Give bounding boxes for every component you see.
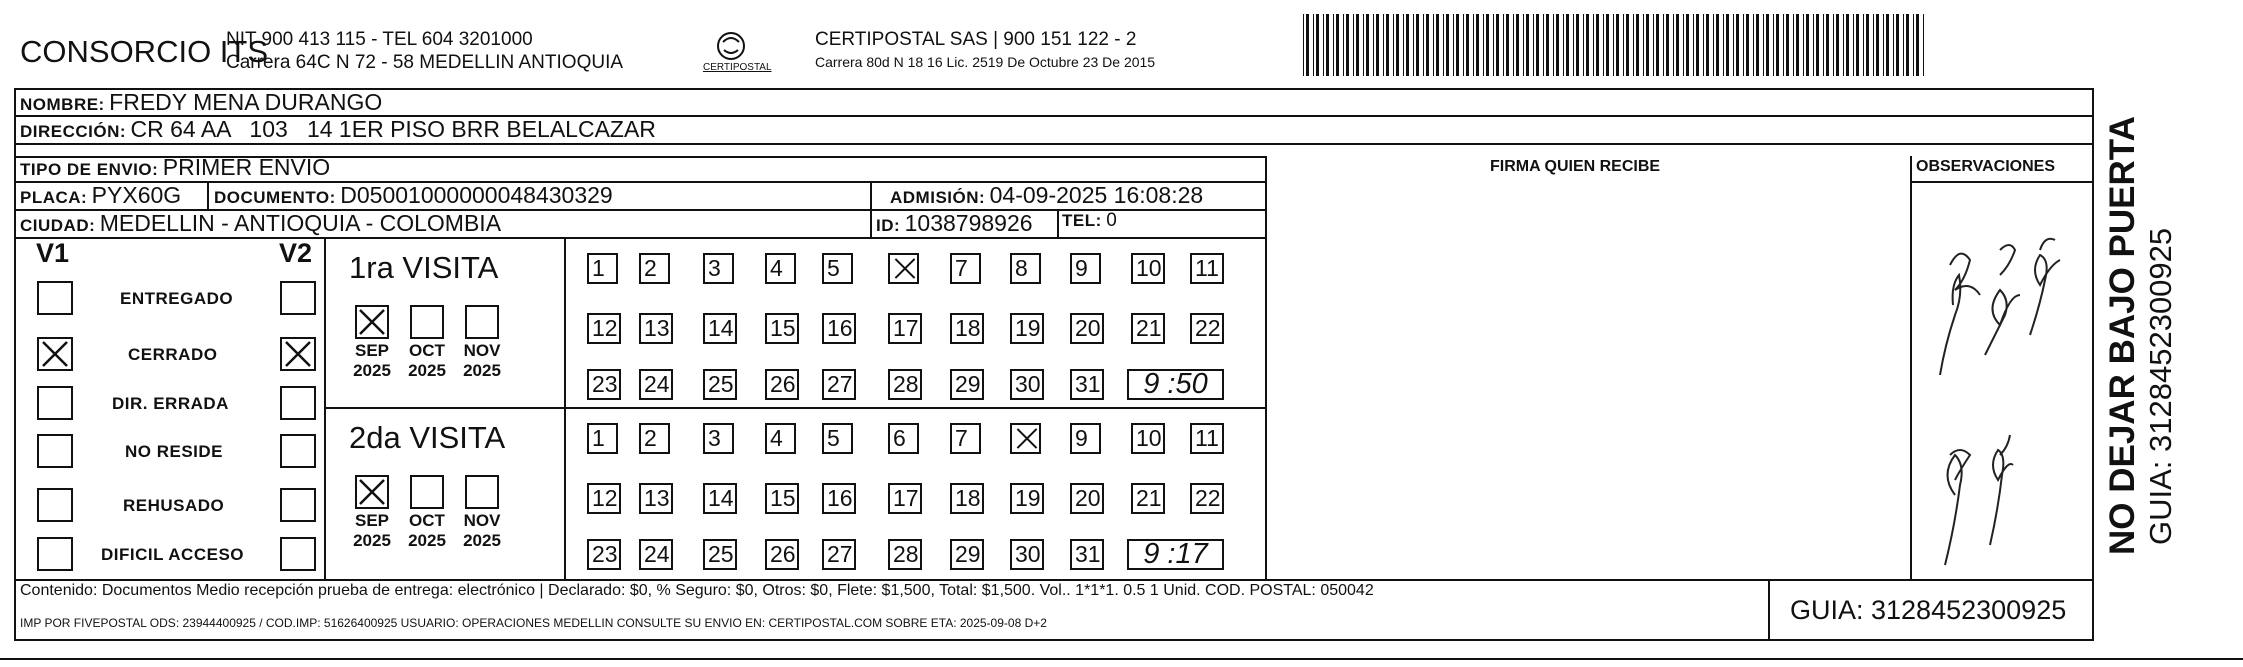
day-box-15[interactable]: 15 [765, 313, 799, 344]
barcode-bar [1446, 14, 1449, 76]
barcode-bar [1516, 14, 1519, 76]
barcode-bar [1313, 14, 1314, 76]
id-row [876, 210, 1033, 237]
day-box-29[interactable]: 29 [950, 539, 984, 570]
admision-label: ADMISIÓN: [890, 188, 986, 207]
tel-value: 0 [1106, 210, 1117, 231]
barcode-bar [1566, 14, 1569, 76]
direccion-row [20, 116, 656, 143]
day-box-6[interactable]: 6 [888, 423, 919, 454]
barcode-bar [1383, 14, 1384, 76]
barcode-bar [1466, 14, 1469, 76]
firma-label: FIRMA QUIEN RECIBE [1490, 158, 1661, 175]
barcode-bar [1786, 14, 1789, 76]
day-box-8[interactable]: 8 [1010, 253, 1041, 284]
barcode-bar [1496, 14, 1499, 76]
day-box-3[interactable]: 3 [703, 253, 734, 284]
footer-guia: GUIA: 3128452300925 [1790, 595, 2067, 625]
barcode-bar [1333, 14, 1334, 76]
day-box-11[interactable]: 11 [1190, 253, 1224, 284]
barcode-bar [1476, 14, 1479, 76]
barcode-bar [1366, 14, 1369, 76]
cert-address: Carrera 80d N 18 16 Lic. 2519 De Octubre 23 De 2015 [815, 54, 1156, 70]
month-checkbox-nov[interactable] [465, 475, 499, 509]
barcode-bar [1326, 14, 1329, 76]
barcode-bar [1616, 14, 1619, 76]
footer-content: Contenido: Documentos Medio recepción prueba de entrega: electrónico | Declarado: $0, % Seguro: $0, Otros: $0, Flete: $1,500, Total: $1,500. Vol.. 1*1*1. 0.5 1 Unid. COD. POSTAL: 050042 [20, 582, 1374, 599]
month-label: NOV 2025 [463, 341, 501, 380]
day-box-21[interactable]: 21 [1131, 483, 1165, 514]
month-checkbox-sep[interactable] [355, 475, 389, 509]
barcode-bar [1416, 14, 1419, 76]
day-box-22[interactable]: 22 [1190, 483, 1224, 514]
barcode-bar [1696, 14, 1699, 76]
barcode-bar [1316, 14, 1319, 76]
day-box-4[interactable]: 4 [765, 423, 796, 454]
barcode-bar [1406, 14, 1409, 76]
barcode-bar [1633, 14, 1634, 76]
month-label: SEP 2025 [353, 341, 391, 380]
ciudad-label: CIUDAD: [20, 216, 96, 235]
barcode-bar [1826, 14, 1829, 76]
day-box-27[interactable]: 27 [822, 369, 856, 400]
tipo-value: PRIMER ENVIO [162, 154, 331, 180]
barcode-bar [1473, 14, 1474, 76]
day-box-4[interactable]: 4 [765, 253, 796, 284]
ciudad-value: MEDELLIN - ANTIOQUIA - COLOMBIA [99, 210, 502, 236]
day-box-20[interactable]: 20 [1070, 313, 1104, 344]
barcode-bar [1836, 14, 1839, 76]
barcode-bar [1723, 14, 1724, 76]
placa-label: PLACA: [20, 188, 88, 207]
side-warning: NO DEJAR BAJO PUERTA [2103, 116, 2142, 555]
barcode-bar [1533, 14, 1534, 76]
day-box-14[interactable]: 14 [703, 483, 737, 514]
day-box-11[interactable]: 11 [1190, 423, 1224, 454]
day-box-16[interactable]: 16 [822, 483, 856, 514]
barcode-bar [1626, 14, 1629, 76]
barcode-bar [1713, 14, 1714, 76]
day-box-26[interactable]: 26 [765, 539, 799, 570]
barcode-bar [1736, 14, 1739, 76]
barcode-bar [1346, 14, 1349, 76]
barcode-bar [1883, 14, 1884, 76]
barcode-bar [1306, 14, 1309, 76]
day-box-5[interactable]: 5 [822, 423, 853, 454]
visit-time-box[interactable]: 9 :50 [1127, 369, 1224, 400]
barcode-bar [1373, 14, 1374, 76]
barcode-bar [1463, 14, 1464, 76]
day-box-19[interactable]: 19 [1010, 483, 1044, 514]
barcode-bar [1676, 14, 1679, 76]
month-label: SEP 2025 [353, 511, 391, 550]
day-box-10[interactable]: 10 [1131, 423, 1165, 454]
day-box-2[interactable]: 2 [639, 423, 670, 454]
barcode-bar [1583, 14, 1584, 76]
day-box-12[interactable]: 12 [587, 483, 621, 514]
barcode-bar [1433, 14, 1434, 76]
day-box-19[interactable]: 19 [1010, 313, 1044, 344]
day-box-28[interactable]: 28 [888, 369, 922, 400]
barcode-bar [1456, 14, 1459, 76]
direccion-label: DIRECCIÓN: [20, 122, 127, 141]
day-box-10[interactable]: 10 [1131, 253, 1165, 284]
day-box-23[interactable]: 23 [587, 369, 621, 400]
day-box-21[interactable]: 21 [1131, 313, 1165, 344]
day-box-31[interactable]: 31 [1070, 369, 1104, 400]
day-box-24[interactable]: 24 [639, 539, 673, 570]
barcode-bar [1923, 14, 1924, 76]
v2-checkbox-dir-errada[interactable] [280, 386, 316, 420]
day-box-20[interactable]: 20 [1070, 483, 1104, 514]
barcode-bar [1376, 14, 1379, 76]
barcode-bar [1756, 14, 1759, 76]
barcode-bar [1663, 14, 1664, 76]
barcode-bar [1646, 14, 1649, 76]
barcode-bar [1536, 14, 1539, 76]
barcode-bar [1593, 14, 1594, 76]
barcode-bar [1873, 14, 1874, 76]
barcode-bar [1443, 14, 1444, 76]
barcode-bar [1546, 14, 1549, 76]
barcode-bar [1356, 14, 1359, 76]
placa-value: PYX60G [91, 182, 182, 208]
day-box-30[interactable]: 30 [1010, 369, 1044, 400]
barcode-bar [1896, 14, 1899, 76]
v2-checkbox-dificil-acceso[interactable] [280, 537, 316, 571]
x-mark-icon [1015, 425, 1039, 452]
v1-label: V1 [36, 238, 70, 268]
logo-text: CERTIPOSTAL [703, 62, 772, 73]
status-label: DIR. ERRADA [112, 394, 229, 413]
documento-value: D05001000000048430329 [340, 182, 613, 208]
status-label: CERRADO [128, 345, 218, 364]
barcode-bar [1323, 14, 1324, 76]
barcode-bar [1783, 14, 1784, 76]
x-mark-icon [893, 255, 917, 282]
day-box-17[interactable]: 17 [888, 313, 922, 344]
barcode-bar [1866, 14, 1869, 76]
barcode-bar [1436, 14, 1439, 76]
barcode-bar [1856, 14, 1859, 76]
day-box-9[interactable]: 9 [1070, 423, 1101, 454]
barcode-bar [1843, 14, 1844, 76]
tel-row [1062, 210, 1117, 232]
barcode-bar [1596, 14, 1599, 76]
v1-checkbox-no-reside[interactable] [37, 434, 73, 468]
side-guia: GUIA: 3128452300925 [2143, 227, 2178, 545]
ciudad-row [20, 210, 501, 237]
barcode-bar [1703, 14, 1704, 76]
barcode-bar [1673, 14, 1674, 76]
barcode-bar [1686, 14, 1689, 76]
company-name: CONSORCIO ITS [20, 34, 269, 69]
day-box-12[interactable]: 12 [587, 313, 621, 344]
x-mark-icon [357, 477, 387, 507]
v1-checkbox-dir-errada[interactable] [37, 386, 73, 420]
nit-line: NIT 900 413 115 - TEL 604 3201000 [226, 29, 533, 50]
barcode-bar [1773, 14, 1774, 76]
day-box-7[interactable]: 7 [950, 423, 981, 454]
v2-checkbox-rehusado[interactable] [280, 488, 316, 522]
tipo-label: TIPO DE ENVIO: [20, 160, 159, 179]
barcode-bar [1793, 14, 1794, 76]
tipo-row [20, 154, 330, 181]
direccion-value: CR 64 AA 103 14 1ER PISO BRR BELALCAZAR [130, 116, 656, 142]
barcode-bar [1743, 14, 1744, 76]
x-mark-icon [39, 339, 71, 369]
cert-line: CERTIPOSTAL SAS | 900 151 122 - 2 [815, 29, 1137, 50]
barcode-bar [1666, 14, 1669, 76]
barcode-bar [1833, 14, 1834, 76]
day-box-23[interactable]: 23 [587, 539, 621, 570]
barcode-bar [1553, 14, 1554, 76]
barcode-bar [1766, 14, 1769, 76]
day-box-18[interactable]: 18 [950, 483, 984, 514]
id-label: ID: [876, 216, 901, 235]
barcode-bar [1893, 14, 1894, 76]
observaciones-label: OBSERVACIONES [1916, 158, 2055, 175]
admision-value: 04-09-2025 16:08:28 [989, 182, 1204, 208]
barcode-bar [1353, 14, 1354, 76]
barcode-bar [1753, 14, 1754, 76]
barcode-bar [1906, 14, 1909, 76]
day-box-14[interactable]: 14 [703, 313, 737, 344]
day-box-30[interactable]: 30 [1010, 539, 1044, 570]
barcode-bar [1453, 14, 1454, 76]
nombre-label: NOMBRE: [20, 95, 105, 114]
barcode-bar [1796, 14, 1799, 76]
handwritten-observation [1920, 195, 2090, 575]
barcode-bar [1643, 14, 1644, 76]
barcode-bar [1763, 14, 1764, 76]
nombre-value: FREDY MENA DURANGO [109, 89, 383, 115]
barcode-bar [1403, 14, 1404, 76]
admision-row [890, 182, 1203, 209]
status-label: NO RESIDE [125, 442, 224, 461]
day-box-13[interactable]: 13 [639, 483, 673, 514]
month-checkbox-oct[interactable] [410, 475, 444, 509]
day-box-7[interactable]: 7 [950, 253, 981, 284]
placa-row [20, 182, 181, 209]
barcode-bar [1523, 14, 1524, 76]
company-address: Carrera 64C N 72 - 58 MEDELLIN ANTIOQUIA [226, 52, 624, 73]
barcode-bar [1426, 14, 1429, 76]
barcode-bar [1526, 14, 1529, 76]
barcode-bar [1653, 14, 1654, 76]
day-box-13[interactable]: 13 [639, 313, 673, 344]
v1-checkbox-cerrado[interactable] [37, 337, 73, 371]
day-box-25[interactable]: 25 [703, 539, 737, 570]
barcode-bar [1343, 14, 1344, 76]
month-label: OCT 2025 [408, 511, 446, 550]
day-box-9[interactable]: 9 [1070, 253, 1101, 284]
visit-title: 1ra VISITA [349, 250, 499, 285]
barcode-bar [1513, 14, 1514, 76]
barcode-bar [1423, 14, 1424, 76]
month-checkbox-sep[interactable] [355, 305, 389, 339]
barcode-bar [1603, 14, 1604, 76]
barcode-bar [1396, 14, 1399, 76]
day-box-5[interactable]: 5 [822, 253, 853, 284]
barcode-bar [1746, 14, 1749, 76]
barcode-bar [1556, 14, 1559, 76]
day-box-15[interactable]: 15 [765, 483, 799, 514]
month-checkbox-nov[interactable] [465, 305, 499, 339]
barcode-bar [1503, 14, 1504, 76]
day-box-1[interactable]: 1 [587, 423, 618, 454]
barcode-bar [1573, 14, 1574, 76]
v2-label: V2 [279, 238, 313, 268]
v2-checkbox-no-reside[interactable] [280, 434, 316, 468]
company-info [226, 28, 623, 74]
status-label: DIFICIL ACCESO [101, 545, 245, 564]
v2-checkbox-cerrado[interactable] [280, 337, 316, 371]
day-box-25[interactable]: 25 [703, 369, 737, 400]
barcode-bar [1413, 14, 1414, 76]
v1-checkbox-dificil-acceso[interactable] [37, 537, 73, 571]
visit-time-box[interactable]: 9 :17 [1127, 539, 1224, 570]
day-box-27[interactable]: 27 [822, 539, 856, 570]
x-mark-icon [357, 307, 387, 337]
barcode-bar [1806, 14, 1809, 76]
barcode-bar [1886, 14, 1889, 76]
status-label: ENTREGADO [120, 289, 234, 308]
id-value: 1038798926 [904, 210, 1033, 236]
barcode-bar [1916, 14, 1919, 76]
day-box-2[interactable]: 2 [639, 253, 670, 284]
day-box-28[interactable]: 28 [888, 539, 922, 570]
barcode-bar [1363, 14, 1364, 76]
month-label: OCT 2025 [408, 341, 446, 380]
barcode-bar [1683, 14, 1684, 76]
day-box-1[interactable]: 1 [587, 253, 618, 284]
barcode-bar [1853, 14, 1854, 76]
barcode-bar [1606, 14, 1609, 76]
barcode-bar [1816, 14, 1819, 76]
barcode-bar [1613, 14, 1614, 76]
day-box-18[interactable]: 18 [950, 313, 984, 344]
barcode-bar [1776, 14, 1779, 76]
barcode-bar [1483, 14, 1484, 76]
day-box-29[interactable]: 29 [950, 369, 984, 400]
barcode-bar [1803, 14, 1804, 76]
barcode-bar [1863, 14, 1864, 76]
month-label: NOV 2025 [463, 511, 501, 550]
status-label: REHUSADO [123, 496, 225, 515]
barcode-bar [1846, 14, 1849, 76]
v1-checkbox-rehusado[interactable] [37, 488, 73, 522]
barcode-bar [1903, 14, 1904, 76]
footer-imp: IMP POR FIVEPOSTAL ODS: 23944400925 / COD.IMP: 51626400925 USUARIO: OPERACIONES MEDELLIN CONSULTE SU ENVIO EN: CERTIPOSTAL.COM SOBRE ETA: 2025-09-08 D+2 [20, 616, 1047, 630]
barcode-bar [1913, 14, 1914, 76]
barcode-bar [1726, 14, 1729, 76]
barcode-bar [1586, 14, 1589, 76]
day-box-8[interactable] [1010, 423, 1041, 454]
day-box-6[interactable] [888, 253, 919, 284]
barcode-bar [1393, 14, 1394, 76]
v2-checkbox-entregado[interactable] [280, 281, 316, 315]
barcode-bar [1876, 14, 1879, 76]
documento-row [214, 182, 613, 209]
day-box-16[interactable]: 16 [822, 313, 856, 344]
barcode-bar [1813, 14, 1814, 76]
barcode-bar [1486, 14, 1489, 76]
barcode-bar [1706, 14, 1709, 76]
certipostal-info [815, 28, 1155, 74]
v1-checkbox-entregado[interactable] [37, 281, 73, 315]
day-box-31[interactable]: 31 [1070, 539, 1104, 570]
barcode-bar [1563, 14, 1564, 76]
barcode-bar [1386, 14, 1389, 76]
barcode-bar [1576, 14, 1579, 76]
day-box-26[interactable]: 26 [765, 369, 799, 400]
barcode-bar [1543, 14, 1544, 76]
nombre-row [20, 89, 382, 116]
barcode-bar [1823, 14, 1824, 76]
x-mark-icon [282, 339, 314, 369]
day-box-24[interactable]: 24 [639, 369, 673, 400]
month-checkbox-oct[interactable] [410, 305, 444, 339]
barcode-bar [1636, 14, 1639, 76]
barcode-bar [1493, 14, 1494, 76]
barcode [1303, 14, 1930, 76]
barcode-bar [1623, 14, 1624, 76]
barcode-bar [1303, 14, 1304, 76]
barcode-bar [1733, 14, 1734, 76]
visit-title: 2da VISITA [349, 420, 506, 455]
barcode-bar [1693, 14, 1694, 76]
day-box-17[interactable]: 17 [888, 483, 922, 514]
barcode-bar [1506, 14, 1509, 76]
barcode-bar [1656, 14, 1659, 76]
barcode-bar [1716, 14, 1719, 76]
documento-label: DOCUMENTO: [214, 188, 336, 207]
day-box-22[interactable]: 22 [1190, 313, 1224, 344]
day-box-3[interactable]: 3 [703, 423, 734, 454]
barcode-bar [1336, 14, 1339, 76]
tel-label: TEL: [1062, 211, 1102, 230]
